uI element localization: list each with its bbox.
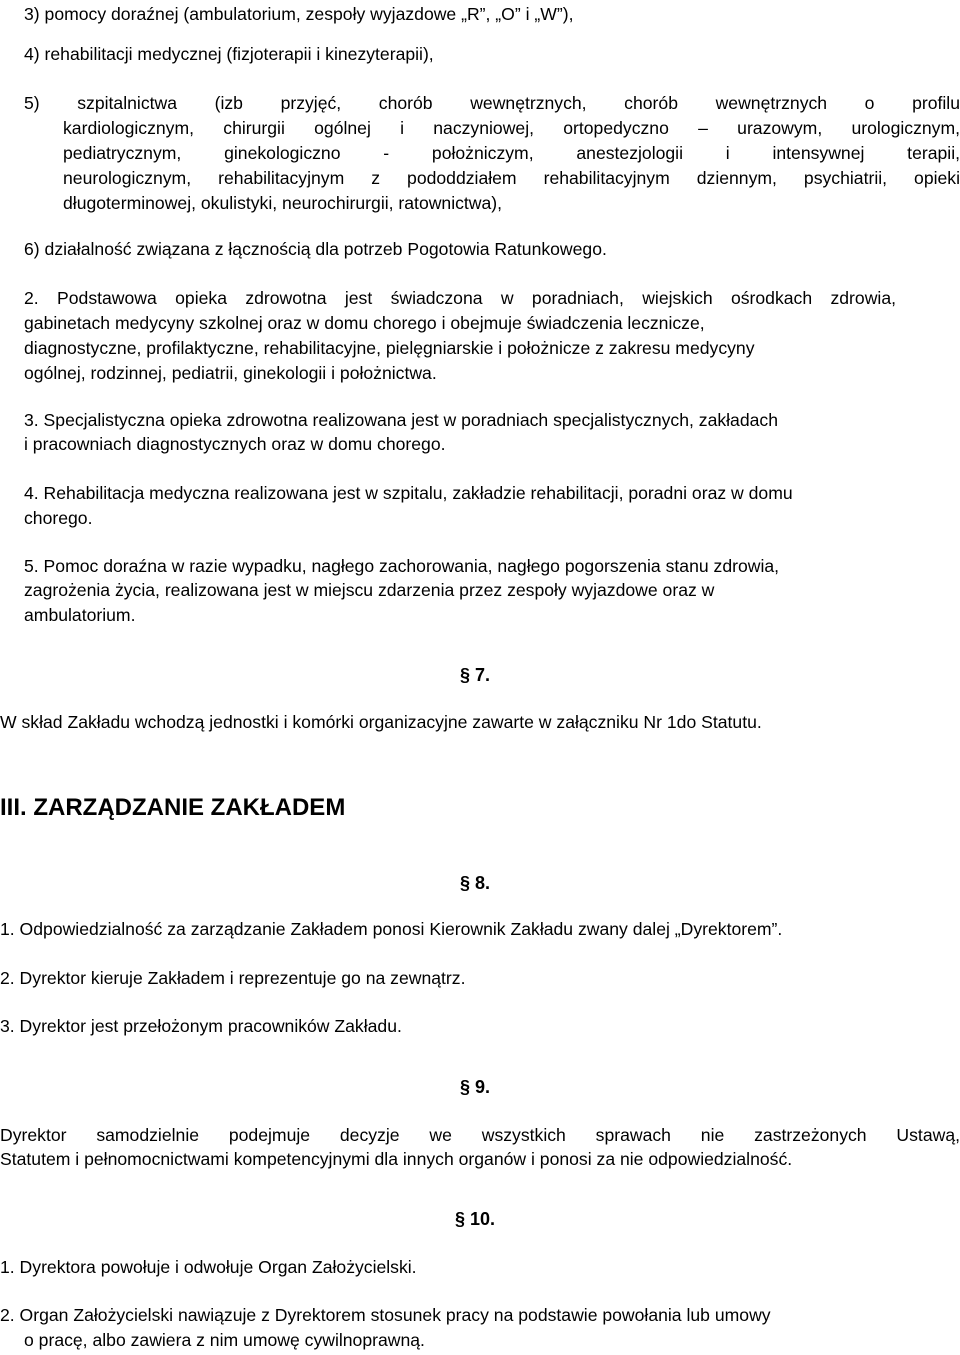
list-item-5-line-1: 5) szpitalnictwa (izb przyjęć, chorób wewnętrznych, chorób wewnętrznych o profilu xyxy=(24,93,960,113)
paragraph-10-item-1: 1. Dyrektora powołuje i odwołuje Organ Założycielski. xyxy=(0,1257,417,1277)
paragraph-10-item-2-line-1: 2. Organ Założycielski nawiązuje z Dyrektorem stosunek pracy na podstawie powołania lub umowy xyxy=(0,1305,771,1325)
section-4-line-2: chorego. xyxy=(24,508,93,528)
section-2-line-2: gabinetach medycyny szkolnej oraz w domu chorego i obejmuje świadczenia lecznicze, xyxy=(24,313,705,333)
paragraph-9-line-2: Statutem i pełnomocnictwami kompetencyjnymi dla innych organów i ponosi za nie odpowiedzialność. xyxy=(0,1149,793,1169)
paragraph-8-item-3: 3. Dyrektor jest przełożonym pracowników Zakładu. xyxy=(0,1016,402,1036)
paragraph-7-text: W skład Zakładu wchodzą jednostki i komórki organizacyjne zawarte w załączniku Nr 1do Statutu. xyxy=(0,712,762,732)
paragraph-9-line-1: Dyrektor samodzielnie podejmuje decyzje we wszystkich sprawach nie zastrzeżonych Ustawą, xyxy=(0,1125,960,1145)
section-4-line-1: 4. Rehabilitacja medyczna realizowana jest w szpitalu, zakładzie rehabilitacji, poradni oraz w domu xyxy=(24,483,793,503)
section-5-line-2: zagrożenia życia, realizowana jest w miejscu zdarzenia przez zespoły wyjazdowe oraz w xyxy=(24,580,715,600)
section-2-line-1: 2. Podstawowa opieka zdrowotna jest świadczona w poradniach, wiejskich ośrodkach zdrowia, xyxy=(24,288,896,308)
paragraph-9-sign: § 9. xyxy=(460,1077,491,1097)
list-item-5-line-2: kardiologicznym, chirurgii ogólnej i naczyniowej, ortopedyczno – urazowym, urologicznym, xyxy=(63,118,960,138)
list-item-3: 3) pomocy doraźnej (ambulatorium, zespoły wyjazdowe „R”, „O” i „W”), xyxy=(24,4,574,24)
section-3-line-1: 3. Specjalistyczna opieka zdrowotna realizowana jest w poradniach specjalistycznych, zakładach xyxy=(24,410,778,430)
list-item-4: 4) rehabilitacji medycznej (fizjoterapii i kinezyterapii), xyxy=(24,44,434,64)
paragraph-8-item-1: 1. Odpowiedzialność za zarządzanie Zakładem ponosi Kierownik Zakładu zwany dalej „Dyrektorem”. xyxy=(0,919,783,939)
list-item-6: 6) działalność związana z łącznością dla potrzeb Pogotowia Ratunkowego. xyxy=(24,239,607,259)
section-3-line-2: i pracowniach diagnostycznych oraz w domu chorego. xyxy=(24,434,446,454)
paragraph-7-sign: § 7. xyxy=(460,665,491,685)
section-5-line-3: ambulatorium. xyxy=(24,605,136,625)
paragraph-10-item-2-line-2: o pracę, albo zawiera z nim umowę cywilnoprawną. xyxy=(24,1330,425,1350)
section-2-line-3: diagnostyczne, profilaktyczne, rehabilitacyjne, pielęgniarskie i położnicze z zakresu medycyny xyxy=(24,338,755,358)
paragraph-8-item-2: 2. Dyrektor kieruje Zakładem i reprezentuje go na zewnątrz. xyxy=(0,968,466,988)
section-5-line-1: 5. Pomoc doraźna w razie wypadku, nagłego zachorowania, nagłego pogorszenia stanu zdrowia, xyxy=(24,556,780,576)
paragraph-8-sign: § 8. xyxy=(460,873,491,893)
paragraph-10-sign: § 10. xyxy=(455,1209,496,1229)
chapter-heading: III. ZARZĄDZANIE ZAKŁADEM xyxy=(0,794,346,821)
list-item-5-line-4: neurologicznym, rehabilitacyjnym z pododdziałem rehabilitacyjnym dziennym, psychiatrii, opieki xyxy=(63,168,960,188)
section-2-line-4: ogólnej, rodzinnej, pediatrii, ginekologii i położnictwa. xyxy=(24,363,437,383)
list-item-5-line-3: pediatrycznym, ginekologiczno - położniczym, anestezjologii i intensywnej terapii, xyxy=(63,143,960,163)
list-item-5-line-5: długoterminowej, okulistyki, neurochirurgii, ratownictwa), xyxy=(63,193,503,213)
